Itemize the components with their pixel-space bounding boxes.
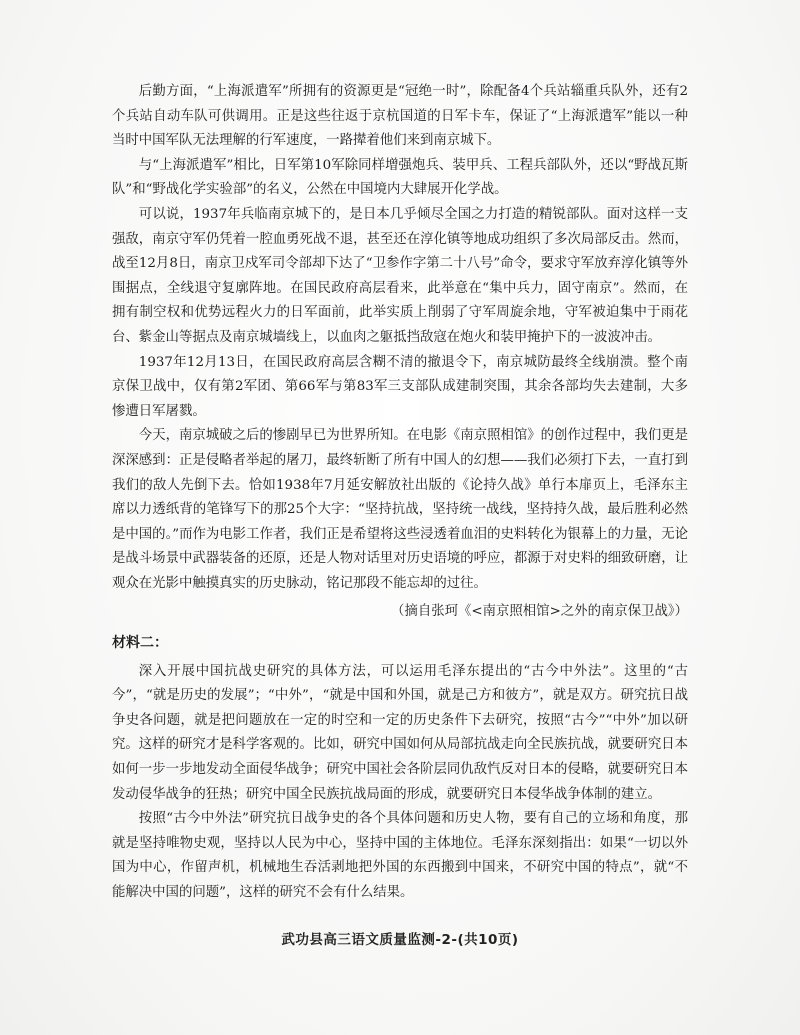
body-paragraph-3: 可以说，1937年兵临南京城下的，是日本几乎倾尽全国之力打造的精锐部队。面对这样一支强敌，南京守军仍凭着一腔血勇死战不退，甚至还在淳化镇等地成功组织了多次局部反击。然而，战至12月8日，南京卫戍军司令部却下达了“卫参作字第二十八号”命令，要求守军放弃淳化镇等外围据点，全线退守复廓阵地。在国民政府高层看来，此举意在“集中兵力，固守南京”。然而，在拥有制空权和优势远程火力的日军面前，此举实质上削弱了守军周旋余地，守军被迫集中于雨花台、紫金山等据点及南京城墙线上，以血肉之躯抵挡敌寇在炮火和装甲掩护下的一波波冲击。 — [112, 206, 688, 345]
body-paragraph-2: 与“上海派遣军”相比，日军第10军除同样增强炮兵、装甲兵、工程兵部队外，还以“野战瓦斯队”和“野战化学实验部”的名义，公然在中国境内大肆展开化学战。 — [112, 157, 688, 198]
page-footer: 武功县高三语文质量监测-2-(共10页) — [281, 932, 519, 948]
source-citation: （摘自张珂《<南京照相馆>之外的南京保卫战》） — [391, 604, 688, 620]
body-paragraph-1: 后勤方面，“上海派遣军”所拥有的资源更是“冠绝一时”，除配备4个兵站辎重兵队外，还有2个兵站自动车队可供调用。正是这些往返于京杭国道的日军卡车，保证了“上海派遣军”能以一种当时中国军队无法理解的行军速度，一路撵着他们来到南京城下。 — [112, 84, 688, 149]
body-paragraph-6: 深入开展中国抗战史研究的具体方法，可以运用毛泽东提出的“古今中外法”。这里的“古今”，“就是历史的发展”；“中外”，“就是中国和外国，就是己方和彼方”，就是双方。研究抗日战争史各问题，就是把问题放在一定的时空和一定的历史条件下去研究，按照“古今”“中外”加以研究。这样的研究才是科学客观的。比如，研究中国如何从局部抗战走向全民族抗战，就要研究日本如何一步一步地发动全面侵华战争；研究中国社会各阶层同仇敌忾反对日本的侵略，就要研究日本发动侵华战争的狂热；研究中国全民族抗战局面的形成，就要研究日本侵华战争体制的建立。 — [112, 663, 688, 802]
body-paragraph-5: 今天，南京城破之后的惨剧早已为世界所知。在电影《南京照相馆》的创作过程中，我们更是深深感到：正是侵略者举起的屠刀，最终斩断了所有中国人的幻想——我们必须打下去，一直打到我们的敌人先倒下去。恰如1938年7月延安解放社出版的《论持久战》单行本扉页上，毛泽东主席以力透纸背的笔锋写下的那25个大字：“坚持抗战，坚持统一战线，坚持持久战，最后胜利必然是中国的。”而作为电影工作者，我们正是希望将这些浸透着血泪的史料转化为银幕上的力量，无论是战斗场景中武器装备的还原，还是人物对话里对历史语境的呼应，都源于对史料的细致研磨，让观众在光影中触摸真实的历史脉动，铭记那段不能忘却的过往。 — [112, 428, 688, 591]
body-paragraph-4: 1937年12月13日，在国民政府高层含糊不清的撤退令下，南京城防最终全线崩溃。整个南京保卫战中，仅有第2军团、第66军与第83军三支部队成建制突围，其余各部均失去建制，大多惨遭日军屠戮。 — [112, 354, 688, 419]
body-paragraph-7: 按照“古今中外法”研究抗日战争史的各个具体问题和历史人物，要有自己的立场和角度，那就是坚持唯物史观，坚持以人民为中心，坚持中国的主体地位。毛泽东深刻指出：如果“一切以外国为中心，作留声机，机械地生吞活剥地把外国的东西搬到中国来，不研究中国的特点”，就“不能解决中国的问题”，这样的研究不会有什么结果。 — [112, 811, 688, 900]
section-heading: 材料二： — [112, 635, 168, 652]
